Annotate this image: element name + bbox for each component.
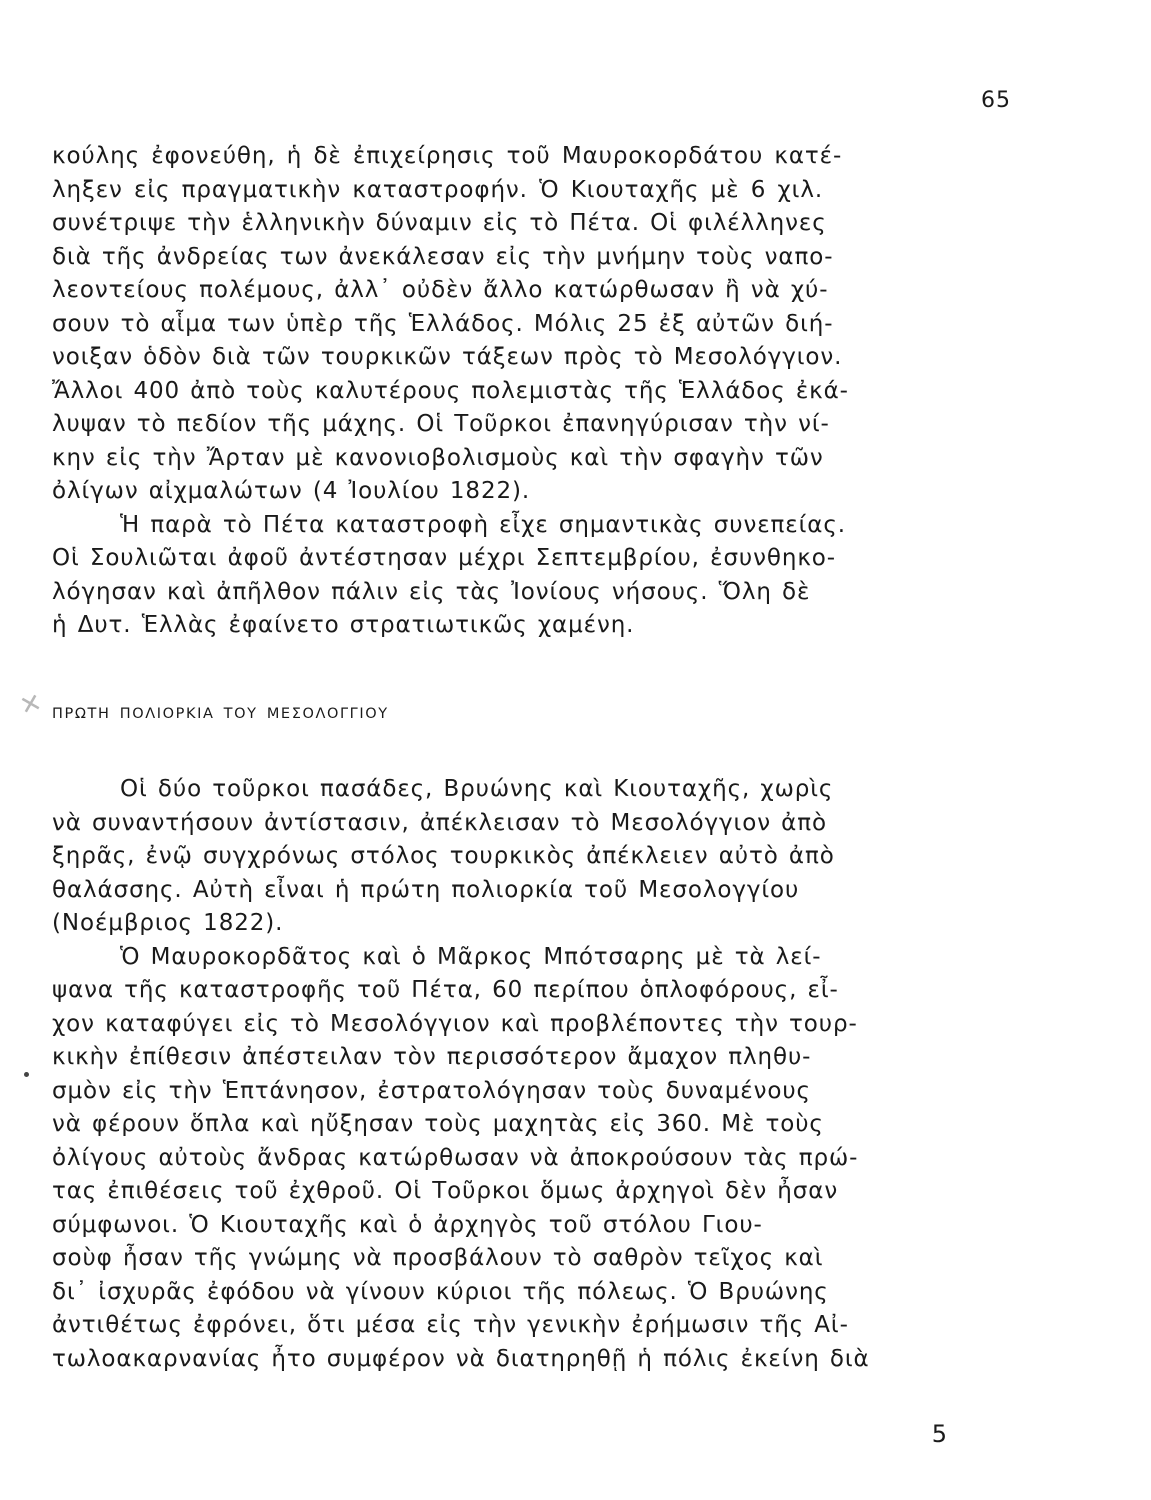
margin-dot <box>24 1072 29 1077</box>
text-line: ὀλίγους αὐτοὺς ἄνδρας κατώρθωσαν νὰ ἀποκρούσουν τὰς πρώ- <box>52 1144 859 1171</box>
text-line: Ὁ Μαυροκορδᾶτος καὶ ὁ Μᾶρκος Μπότσαρης μὲ τὰ λεί- <box>120 943 822 970</box>
text-line: συνέτριψε τὴν ἑλληνικὴν δύναμιν εἰς τὸ Πέτα. Οἱ φιλέλληνες <box>52 210 827 236</box>
text-line: Ἡ παρὰ τὸ Πέτα καταστροφὴ εἶχε σημαντικὰς συνεπείας. <box>120 511 846 538</box>
text-line: σουν τὸ αἷμα των ὑπὲρ τῆς Ἑλλάδος. Μόλις 25 ἐξ αὐτῶν διή- <box>52 310 834 337</box>
text-line: (Νοέμβριος 1822). <box>52 910 284 936</box>
text-line: δι᾽ ἰσχυρᾶς ἐφόδου νὰ γίνουν κύριοι τῆς πόλεως. Ὁ Βρυώνης <box>52 1278 829 1305</box>
pencil-mark-icon: ✕ <box>16 687 46 723</box>
text-line: λόγησαν καὶ ἀπῆλθον πάλιν εἰς τὰς Ἰονίους νήσους. Ὅλη δὲ <box>52 578 811 605</box>
body-text-top <box>52 140 1012 643</box>
text-line: διὰ τῆς ἀνδρείας των ἀνεκάλεσαν εἰς τὴν μνήμην τοὺς ναπο- <box>52 243 834 270</box>
page-number-top: 65 <box>981 88 1011 113</box>
text-line: κικὴν ἐπίθεσιν ἀπέστειλαν τὸν περισσότερον ἄμαχον πληθυ- <box>52 1044 812 1070</box>
text-line: νοιξαν ὁδὸν διὰ τῶν τουρκικῶν τάξεων πρὸς τὸ Μεσολόγγιον. <box>52 344 843 370</box>
text-line: ψανα τῆς καταστροφῆς τοῦ Πέτα, 60 περίπου ὁπλοφόρους, εἶ- <box>52 977 839 1003</box>
text-line: χον καταφύγει εἰς τὸ Μεσολόγγιον καὶ προβλέποντες τὴν τουρ- <box>52 1010 858 1037</box>
section-heading: ΠΡΩΤΗ ΠΟΛΙΟΡΚΙΑ ΤΟΥ ΜΕΣΟΛΟΓΓΙΟΥ <box>52 706 389 722</box>
text-line: λεοντείους πολέμους, ἀλλ᾽ οὐδὲν ἄλλο κατώρθωσαν ἢ νὰ χύ- <box>52 277 829 303</box>
text-line: ὀλίγων αἰχμαλώτων (4 Ἰουλίου 1822). <box>52 478 531 504</box>
text-line: ἡ Δυτ. Ἑλλὰς ἐφαίνετο στρατιωτικῶς χαμένη. <box>52 612 635 638</box>
text-line: ληξεν εἰς πραγματικὴν καταστροφήν. Ὁ Κιουταχῆς μὲ 6 χιλ. <box>52 176 824 203</box>
text-line: θαλάσσης. Αὐτὴ εἶναι ἡ πρώτη πολιορκία τοῦ Μεσολογγίου <box>52 876 800 903</box>
text-line: ἀντιθέτως ἐφρόνει, ὅτι μέσα εἰς τὴν γενικὴν ἐρήμωσιν τῆς Αἰ- <box>52 1312 849 1338</box>
page-number-bottom: 5 <box>931 1420 947 1448</box>
text-line: τωλοακαρνανίας ἦτο συμφέρον νὰ διατηρηθῇ ἡ πόλις ἐκείνη διὰ <box>52 1345 870 1372</box>
text-line: σοὺφ ἦσαν τῆς γνώμης νὰ προσβάλουν τὸ σαθρὸν τεῖχος καὶ <box>52 1245 824 1271</box>
text-line: νὰ φέρουν ὅπλα καὶ ηὔξησαν τοὺς μαχητὰς εἰς 360. Μὲ τοὺς <box>52 1111 824 1137</box>
body-text-bottom <box>52 773 1012 1376</box>
text-line: νὰ συναντήσουν ἀντίστασιν, ἀπέκλεισαν τὸ Μεσολόγγιον ἀπὸ <box>52 809 827 836</box>
text-line: ξηρᾶς, ἐνῷ συγχρόνως στόλος τουρκικὸς ἀπέκλειεν αὐτὸ ἀπὸ <box>52 843 835 869</box>
text-line: κούλης ἐφονεύθη, ἡ δὲ ἐπιχείρησις τοῦ Μαυροκορδάτου κατέ- <box>52 143 843 169</box>
text-line: Οἱ Σουλιῶται ἀφοῦ ἀντέστησαν μέχρι Σεπτεμβρίου, ἐσυνθηκο- <box>52 545 836 571</box>
text-line: κην εἰς τὴν Ἄρταν μὲ κανονιοβολισμοὺς καὶ τὴν σφαγὴν τῶν <box>52 444 824 471</box>
text-line: τας ἐπιθέσεις τοῦ ἐχθροῦ. Οἱ Τοῦρκοι ὅμως ἀρχηγοὶ δὲν ἦσαν <box>52 1178 839 1204</box>
text-line: Ἄλλοι 400 ἀπὸ τοὺς καλυτέρους πολεμιστὰς τῆς Ἑλλάδος ἐκά- <box>52 377 849 404</box>
text-line: σύμφωνοι. Ὁ Κιουταχῆς καὶ ὁ ἀρχηγὸς τοῦ στόλου Γιου- <box>52 1211 763 1238</box>
text-line: σμὸν εἰς τὴν Ἑπτάνησον, ἐστρατολόγησαν τοὺς δυναμένους <box>52 1077 811 1104</box>
text-line: λυψαν τὸ πεδίον τῆς μάχης. Οἱ Τοῦρκοι ἐπανηγύρισαν τὴν νί- <box>52 411 830 437</box>
text-line: Οἱ δύο τοῦρκοι πασάδες, Βρυώνης καὶ Κιουταχῆς, χωρὶς <box>120 776 834 802</box>
